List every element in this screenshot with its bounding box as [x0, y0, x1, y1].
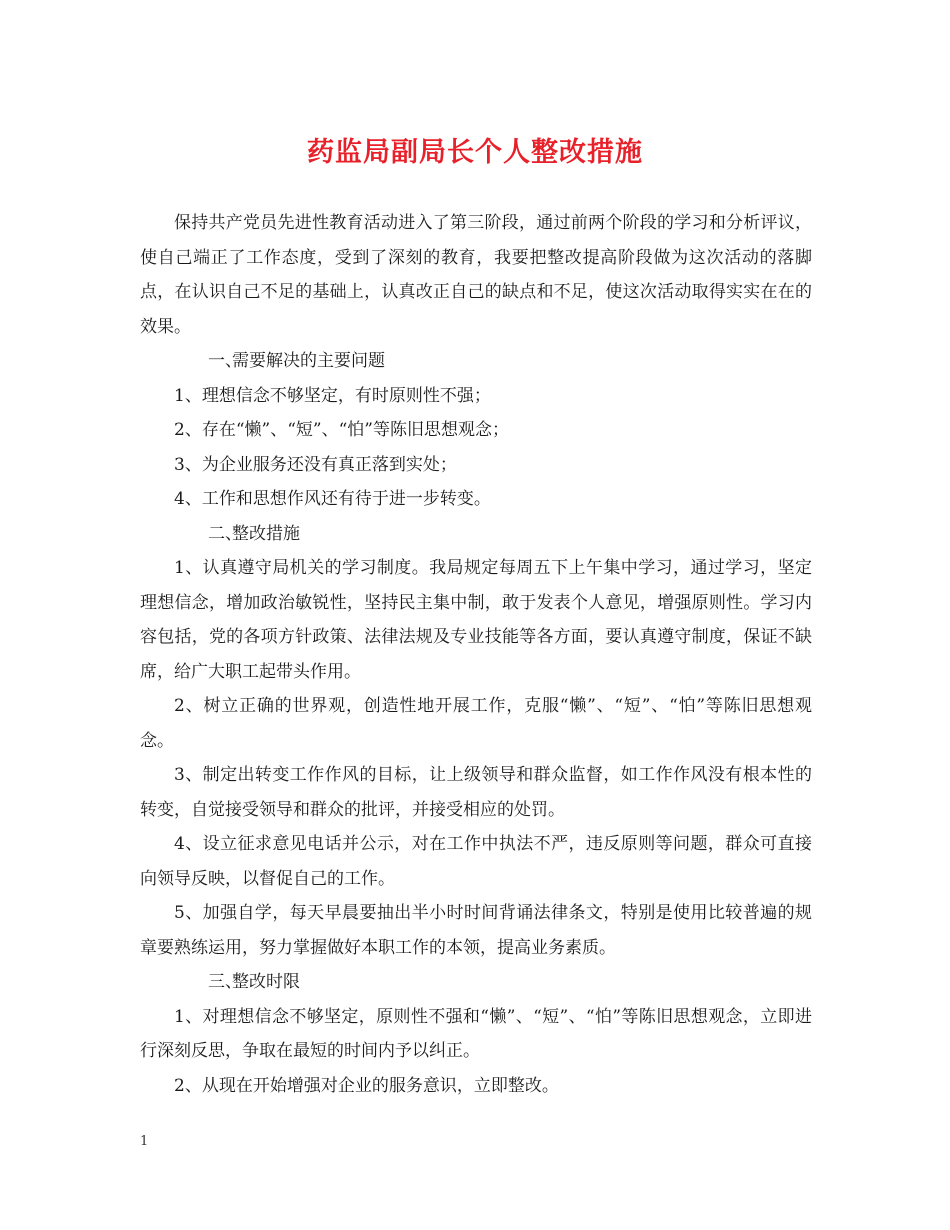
- list-item: 1、理想信念不够坚定，有时原则性不强；: [174, 385, 491, 406]
- list-item: 4、工作和思想作风还有待于进一步转变。: [174, 489, 491, 509]
- section-title: 整改措施: [232, 523, 300, 544]
- list-item: 1、认真遵守局机关的学习制度。我局规定每周五下上午集中学习，通过学习，坚定理想信念，增加政治敏锐性，坚持民主集中制，敢于发表个人意见，增强原则性。学习内容包括，党的各项方针政策、法律法规及专业技能等各方面，要认真遵守制度，保证不缺席，给广大职工起带头作用。: [140, 558, 812, 682]
- list-item: 4、设立征求意见电话并公示，对在工作中执法不严，违反原则等问题，群众可直接向领导反映，以督促自己的工作。: [140, 834, 812, 889]
- document-title: 药监局副局长个人整改措施: [307, 137, 643, 168]
- section-number: 二、: [208, 523, 242, 544]
- list-item: 5、加强自学，每天早晨要抽出半小时时间背诵法律条文，特别是使用比较普遍的规章要熟练运用，努力掌握做好本职工作的本领，提高业务素质。: [140, 903, 812, 958]
- page-number: 1: [140, 1134, 149, 1149]
- section-heading: [140, 965, 812, 1000]
- list-item: 2、从现在开始增强对企业的服务意识，立即整改。: [174, 1075, 559, 1096]
- list-item: 2、存在“懒”、“短”、“怕”等陈旧思想观念；: [174, 420, 509, 440]
- list-item: 3、为企业服务还没有真正落到实处；: [174, 454, 457, 475]
- section-number: 一、: [208, 351, 242, 371]
- section-heading: [140, 517, 812, 552]
- list-item: 2、树立正确的世界观，创造性地开展工作，克服“懒”、“短”、“怕”等陈旧思想观念。: [140, 696, 812, 751]
- section-number: 三、: [208, 972, 242, 992]
- document-body: [140, 206, 812, 1103]
- section-heading: [140, 344, 812, 379]
- section-title: 整改时限: [232, 972, 300, 992]
- list-item: 3、制定出转变工作作风的目标，让上级领导和群众监督，如工作作风没有根本性的转变，自觉接受领导和群众的批评，并接受相应的处罚。: [140, 765, 812, 820]
- section-title: 需要解决的主要问题: [232, 351, 385, 371]
- intro-paragraph: 保持共产党员先进性教育活动进入了第三阶段，通过前两个阶段的学习和分析评议，使自己端正了工作态度，受到了深刻的教育，我要把整改提高阶段做为这次活动的落脚点，在认识自己不足的基础上，认真改正自己的缺点和不足，使这次活动取得实实在在的效果。: [140, 213, 812, 337]
- list-item: 1、对理想信念不够坚定，原则性不强和“懒”、“短”、“怕”等陈旧思想观念，立即进行深刻反思，争取在最短的时间内予以纠正。: [140, 1006, 812, 1061]
